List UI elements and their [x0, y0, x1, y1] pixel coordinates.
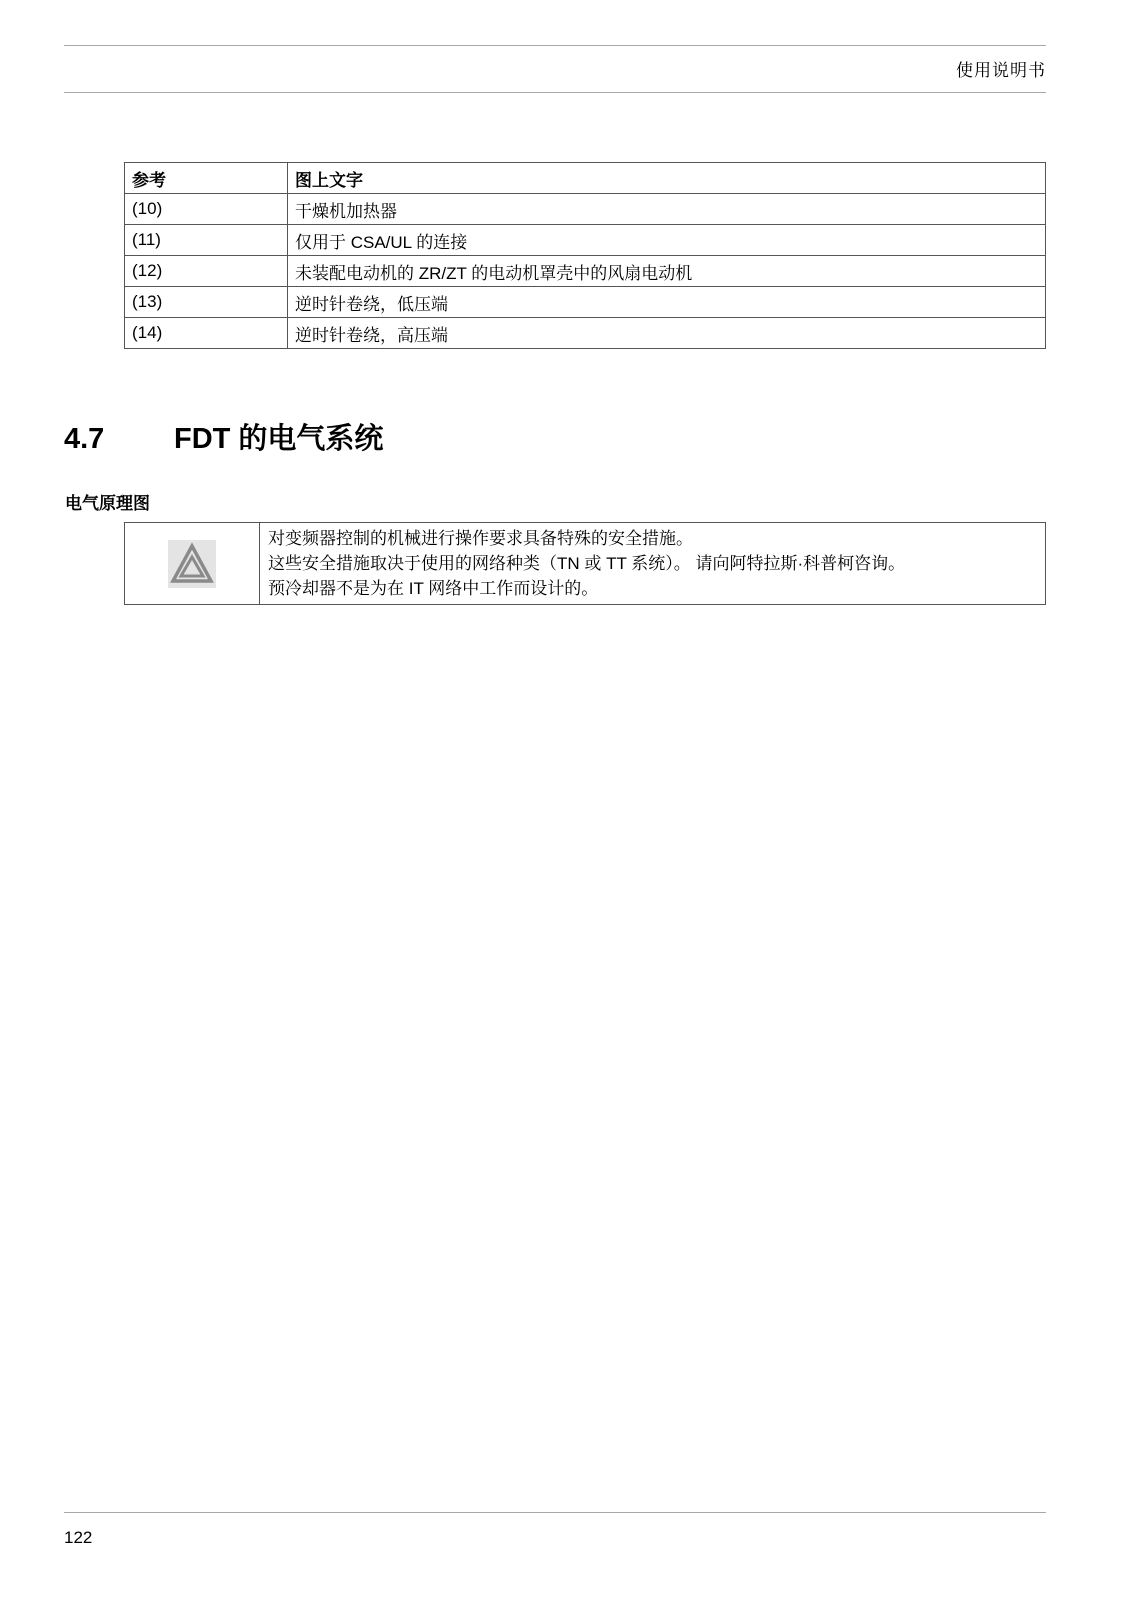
warning-line: 预冷却器不是为在 IT 网络中工作而设计的。 [268, 579, 599, 598]
document-title: 使用说明书 [956, 61, 1046, 80]
reference-cell: (11) [125, 225, 288, 256]
column-header-figure-text: 图上文字 [288, 163, 1046, 194]
table-row [125, 225, 1046, 256]
warning-triangle-icon [168, 540, 216, 588]
table-row [125, 287, 1046, 318]
header-top-rule [64, 45, 1046, 46]
warning-text-cell [260, 523, 1046, 605]
warning-line: 这些安全措施取决于使用的网络种类（TN 或 TT 系统）。 请向阿特拉斯·科普柯咨询。 [268, 554, 906, 573]
section-number: 4.7 [64, 423, 105, 455]
figure-text-cell: 仅用于 CSA/UL 的连接 [288, 225, 1046, 256]
warning-icon-cell [125, 523, 260, 605]
header-bottom-rule [64, 92, 1046, 93]
table-header-row [125, 163, 1046, 194]
reference-cell: (14) [125, 318, 288, 349]
figure-text-cell: 干燥机加热器 [288, 194, 1046, 225]
reference-cell: (12) [125, 256, 288, 287]
reference-cell: (13) [125, 287, 288, 318]
table-row [125, 318, 1046, 349]
page-number: 122 [64, 1528, 93, 1547]
subheading-electrical-diagram: 电气原理图 [65, 494, 150, 513]
footer-rule [64, 1512, 1046, 1513]
figure-text-cell: 未装配电动机的 ZR/ZT 的电动机罩壳中的风扇电动机 [288, 256, 1046, 287]
section-heading [64, 416, 383, 457]
reference-cell: (10) [125, 194, 288, 225]
warning-line: 对变频器控制的机械进行操作要求具备特殊的安全措施。 [268, 529, 693, 548]
column-header-reference: 参考 [125, 163, 288, 194]
figure-text-cell: 逆时针卷绕，低压端 [288, 287, 1046, 318]
table-row [125, 194, 1046, 225]
table-row [125, 256, 1046, 287]
section-title: FDT 的电气系统 [174, 423, 384, 455]
figure-text-cell: 逆时针卷绕，高压端 [288, 318, 1046, 349]
reference-table [124, 162, 1046, 349]
warning-box [124, 522, 1046, 605]
